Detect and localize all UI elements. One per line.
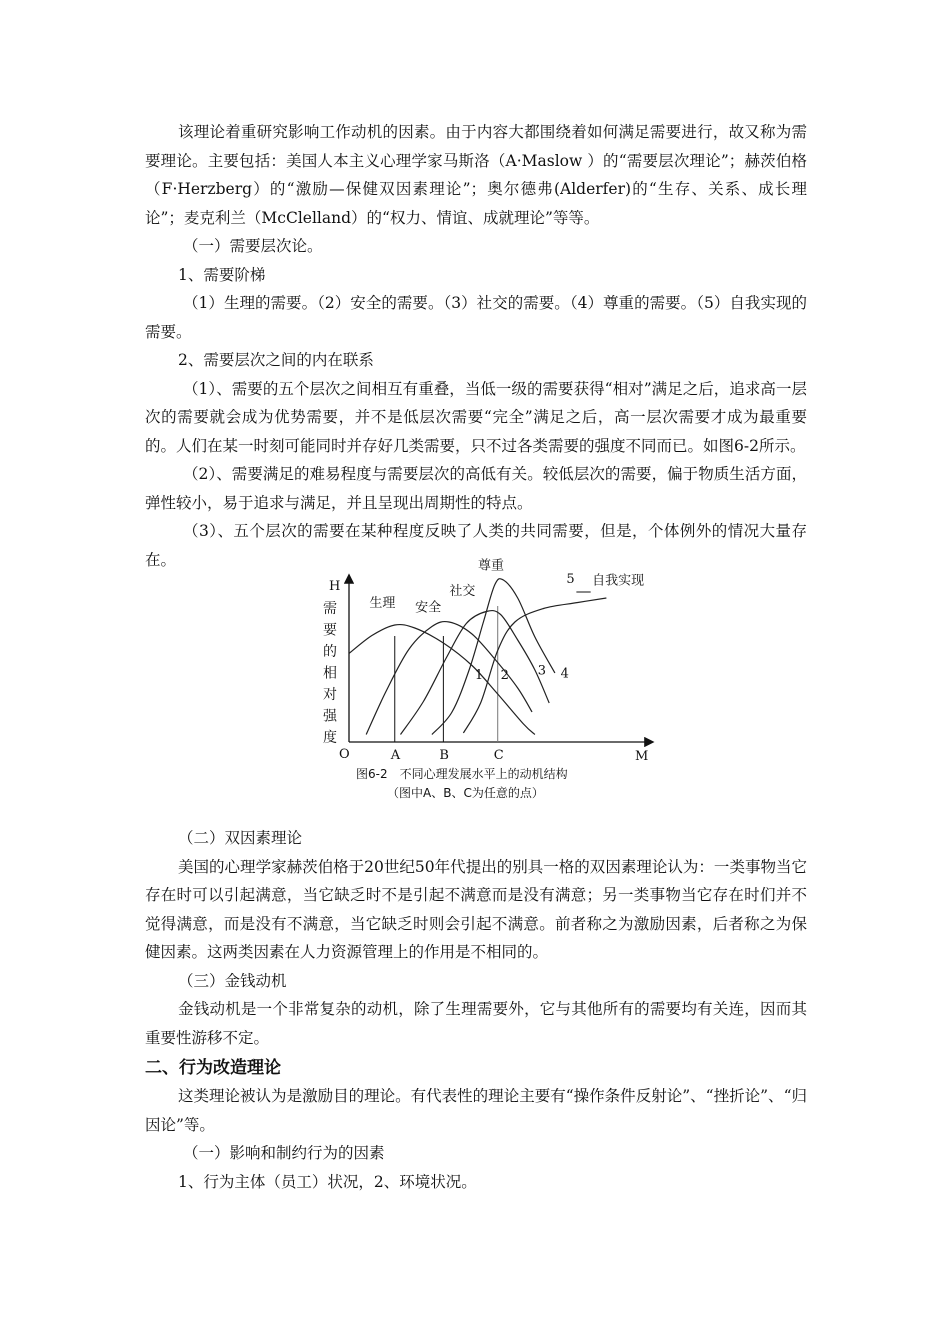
heading-need-ladder: 1、需要阶梯 bbox=[178, 265, 266, 284]
heading-need-hierarchy: （一）需要层次论。 bbox=[183, 237, 323, 255]
y-label-char: 要 bbox=[323, 622, 337, 639]
heading-two-factor: （二）双因素理论 bbox=[178, 829, 303, 847]
relation-1-paragraph: （1）、需要的五个层次之间相互有重叠，当低一级的需要获得“相对”满足之后，追求高一层次的需要就会成为优势需要，并不是低层次需要“完全”满足之后，高一层次需要才成为最重要的。人们在某一时刻可能同时并存好几类需要，只不过各类需要的强度不同而已。如图6-2所示。 bbox=[145, 379, 807, 455]
origin-label: O bbox=[339, 747, 350, 762]
series-number-label: 5 bbox=[566, 572, 575, 587]
series-name-label: 社交 bbox=[449, 584, 476, 599]
section-2-title: 二、行为改造理论 bbox=[145, 1058, 281, 1078]
section-2-intro: 这类理论被认为是激励目的理论。有代表性的理论主要有“操作条件反射论”、“挫折论”、“归因论”等。 bbox=[145, 1087, 807, 1134]
series-name-label: 自我实现 bbox=[592, 573, 645, 589]
two-factor-paragraph: 美国的心理学家赫茨伯格于20世纪50年代提出的别具一格的双因素理论认为：一类事物当它存在时可以引起满意，当它缺乏时不是引起不满意而是没有满意；另一类事物当它存在时们并不觉得满意，而是没有不满意，当它缺乏时则会引起不满意。前者称之为激励因素，后者称之为保健因素。这两类因素在人力资源管理上的作用是不相同的。 bbox=[145, 857, 807, 961]
relation-3-paragraph: （3）、五个层次的需要在某种程度反映了人类的共同需要，但是，个体例外的情况大量存在。 bbox=[145, 522, 807, 569]
chart-title: 图6-2 不同心理发展水平上的动机结构 bbox=[356, 767, 568, 781]
x-point-label-C: C bbox=[493, 748, 504, 763]
series-number-label: 3 bbox=[537, 663, 547, 679]
heading-influencing-factors: （一）影响和制约行为的因素 bbox=[183, 1144, 385, 1162]
series-name-label: 生理 bbox=[369, 596, 396, 611]
motivation-chart bbox=[305, 558, 665, 824]
y-label-char: 对 bbox=[323, 687, 337, 703]
y-axis-label bbox=[323, 601, 338, 746]
y-label-char: 需 bbox=[323, 601, 337, 617]
series-number-label: 1 bbox=[474, 668, 484, 683]
y-label-char: 度 bbox=[323, 730, 337, 746]
intro-paragraph: 该理论着重研究影响工作动机的因素。由于内容大都围绕着如何满足需要进行，故又称为需要理论。主要包括：美国人本主义心理学家马斯洛（A·Maslow ）的“需要层次理论”；赫茨伯格（F·Herzberg）的“激励—保健双因素理论”；奥尔德弗(Alderfer)的“生存、关系、成长理论”；麦克利兰（McClelland）的“权力、情谊、成就理论”等等。 bbox=[145, 123, 807, 227]
heading-internal-links: 2、需要层次之间的内在联系 bbox=[178, 351, 374, 369]
page-content bbox=[145, 118, 807, 1196]
factors-list: 1、行为主体（员工）状况，2、环境状况。 bbox=[178, 1172, 477, 1191]
money-motive-paragraph: 金钱动机是一个非常复杂的动机，除了生理需要外，它与其他所有的需要均有关连，因而其重要性游移不定。 bbox=[145, 1000, 807, 1047]
heading-money-motive: （三）金钱动机 bbox=[178, 971, 287, 990]
x-point-label-A: A bbox=[390, 748, 401, 763]
y-label-char: 强 bbox=[323, 708, 337, 725]
series-name-label: 尊重 bbox=[478, 558, 505, 574]
x-axis-label-M: M bbox=[635, 749, 649, 764]
figure-6-2 bbox=[145, 558, 807, 824]
y-axis-label-H: H bbox=[329, 579, 341, 594]
series-number-label: 2 bbox=[500, 668, 509, 683]
x-point-label-B: B bbox=[439, 748, 449, 763]
series-labels bbox=[369, 559, 644, 684]
chart-subtitle: （图中A、B、C为任意的点） bbox=[387, 786, 544, 800]
y-label-char: 的 bbox=[323, 644, 337, 660]
series-number-label: 4 bbox=[560, 666, 569, 682]
y-label-char: 相 bbox=[323, 665, 337, 682]
needs-list-paragraph: （1）生理的需要。（2）安全的需要。（3）社交的需要。（4）尊重的需要。（5）自我实现的需要。 bbox=[145, 294, 807, 341]
series-name-label: 安全 bbox=[415, 600, 442, 616]
relation-2-paragraph: （2）、需要满足的难易程度与需要层次的高低有关。较低层次的需要，偏于物质生活方面，弹性较小，易于追求与满足，并且呈现出周期性的特点。 bbox=[145, 465, 807, 512]
